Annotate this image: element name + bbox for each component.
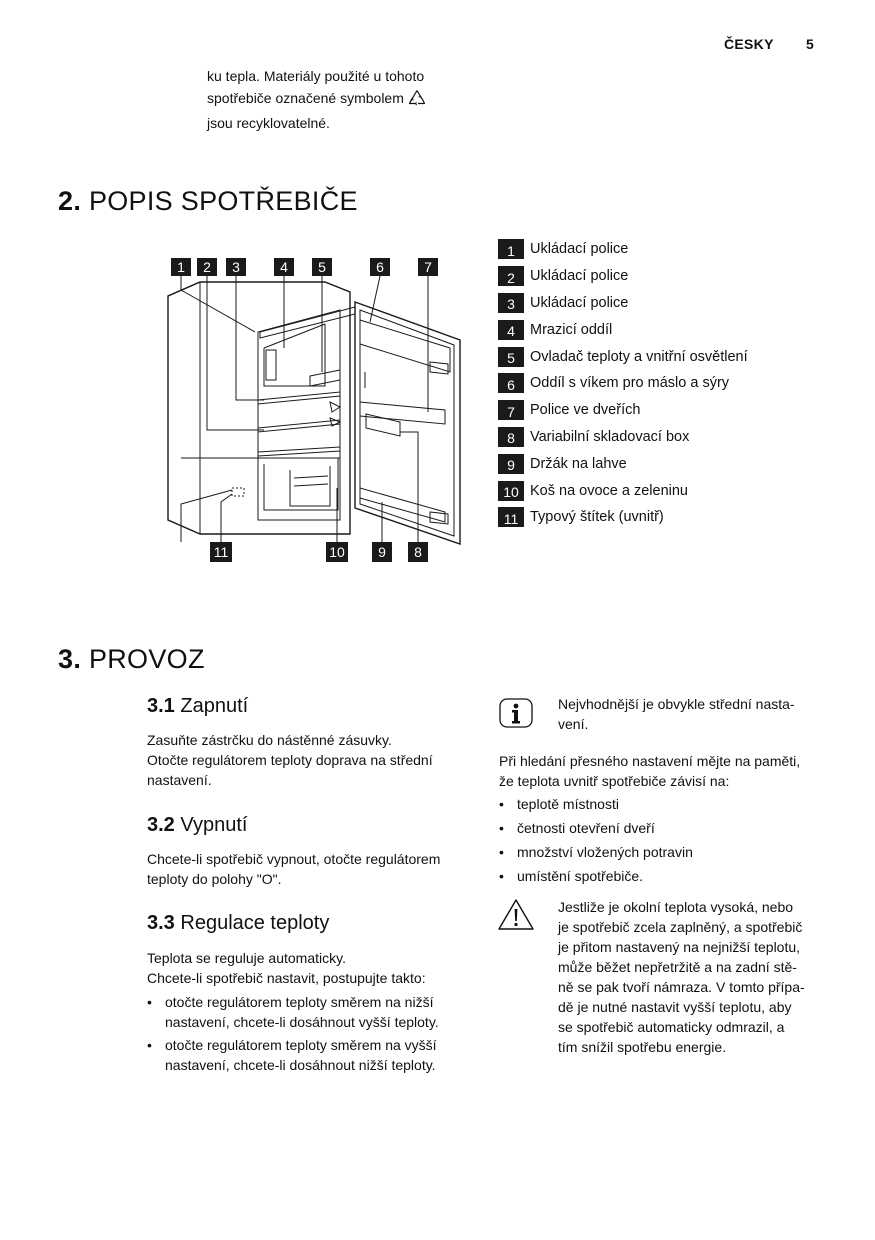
- legend-item: [498, 263, 828, 290]
- fridge-illustration: [160, 252, 470, 568]
- legend-number: 11: [498, 507, 524, 527]
- diagram-labels-bottom: [210, 542, 428, 562]
- section-title-text: POPIS SPOTŘEBIČE: [88, 186, 358, 216]
- diagram-label: 10: [329, 544, 345, 560]
- bullet-text: četnosti otevření dveří: [517, 820, 655, 836]
- bullet-dot: •: [499, 868, 504, 884]
- text-line: nastavení, chcete-li dosáhnout vyšší teploty.: [165, 1014, 439, 1030]
- warning-icon: [497, 898, 535, 937]
- diagram-label: 9: [378, 544, 386, 560]
- bullet-text: [165, 1035, 437, 1075]
- bullet-text: umístění spotřebiče.: [517, 868, 644, 884]
- section-number: 3.: [58, 644, 82, 674]
- list-item: [147, 1035, 467, 1075]
- text-line: Zasuňte zástrčku do nástěnné zásuvky.: [147, 732, 392, 748]
- legend-number: 4: [498, 320, 524, 340]
- text-line: otočte regulátorem teploty směrem na nižší: [165, 994, 434, 1010]
- bullet-dot: •: [499, 796, 504, 812]
- page-number: 5: [806, 36, 814, 52]
- text-line: je přitom nastavený na nejnižší teplotu,: [558, 939, 801, 955]
- diagram-label: 8: [414, 544, 422, 560]
- legend-number: 3: [498, 293, 524, 313]
- text-line: ně se pak tvoří námraza. V tomto přípa-: [558, 979, 805, 995]
- intro-line: ku tepla. Materiály použité u tohoto: [207, 68, 425, 84]
- right-paragraph: [499, 751, 800, 791]
- subsection-number: 3.1: [147, 695, 175, 717]
- diagram-label: 1: [177, 259, 185, 275]
- legend-label: Variabilní skladovací box: [530, 428, 690, 445]
- list-item: [499, 842, 799, 862]
- section-3-title: [58, 644, 205, 675]
- legend-item: [498, 343, 828, 370]
- subsection-3-3-text: [147, 948, 426, 988]
- text-line: je spotřebič zcela zaplněný, a spotřebič: [558, 919, 803, 935]
- section-number: 2.: [58, 186, 82, 216]
- text-line: může běžet nepřetržitě a na zadní stě-: [558, 959, 797, 975]
- text-line: Teplota se reguluje automaticky.: [147, 950, 346, 966]
- legend-item: [498, 397, 828, 424]
- diagram-label: 6: [376, 259, 384, 275]
- legend-label: Ukládací police: [530, 268, 629, 285]
- subsection-3-1-text: [147, 730, 433, 790]
- text-line: Otočte regulátorem teploty doprava na střední: [147, 752, 433, 768]
- legend-number: 8: [498, 427, 524, 447]
- subsection-3-3-title: [147, 912, 329, 935]
- bullet-text: teplotě místnosti: [517, 796, 619, 812]
- text-line: nastavení.: [147, 772, 212, 788]
- section-title-text: PROVOZ: [88, 644, 205, 674]
- legend-label: Typový štítek (uvnitř): [530, 509, 664, 526]
- legend-item: [498, 450, 828, 477]
- legend-number: 2: [498, 266, 524, 286]
- subsection-3-1-title: [147, 695, 248, 718]
- text-line: Nejvhodnější je obvykle střední nasta-: [558, 696, 795, 712]
- diagram-label: 4: [280, 259, 288, 275]
- diagram-label: 7: [424, 259, 432, 275]
- text-line: dě je nutné nastavit vyšší teplotu, aby: [558, 999, 792, 1015]
- subsection-title-text: Vypnutí: [180, 814, 248, 836]
- bullet-text: [165, 992, 439, 1032]
- intro-line: spotřebiče označené symbolem: [207, 89, 404, 106]
- legend-label: Ukládací police: [530, 241, 629, 258]
- text-line: Jestliže je okolní teplota vysoká, nebo: [558, 899, 794, 915]
- diagram-label: 2: [203, 259, 211, 275]
- intro-text: [207, 66, 467, 135]
- list-item: [499, 866, 799, 886]
- language-label: ČESKY: [724, 36, 774, 52]
- text-line: nastavení, chcete-li dosáhnout nižší teploty.: [165, 1057, 436, 1073]
- subsection-number: 3.2: [147, 814, 175, 836]
- legend-item: [498, 316, 828, 343]
- legend-item: [498, 290, 828, 317]
- bullet-dot: •: [147, 1037, 152, 1053]
- recycle-icon: [408, 89, 426, 114]
- parts-legend: [498, 236, 828, 531]
- diagram-label: 3: [232, 259, 240, 275]
- legend-item: [498, 424, 828, 451]
- page-header: [700, 36, 820, 54]
- intro-line: jsou recyklovatelné.: [207, 115, 330, 131]
- subsection-title-text: Regulace teploty: [180, 912, 330, 934]
- text-line: teploty do polohy "O".: [147, 871, 282, 887]
- text-line: vení.: [558, 716, 589, 732]
- legend-item: [498, 477, 828, 504]
- info-icon: [499, 698, 533, 733]
- subsection-3-2-text: [147, 849, 440, 889]
- bullet-dot: •: [499, 844, 504, 860]
- info-note-text: [558, 694, 795, 734]
- list-item: [499, 794, 799, 814]
- fridge-diagram: [160, 252, 470, 568]
- legend-number: 6: [498, 373, 524, 393]
- legend-item: [498, 504, 828, 531]
- warning-note-text: [558, 897, 805, 1057]
- legend-number: 9: [498, 454, 524, 474]
- text-line: Chcete-li spotřebič nastavit, postupujte takto:: [147, 970, 426, 986]
- legend-label: Koš na ovoce a zeleninu: [530, 482, 688, 499]
- legend-number: 10: [498, 481, 524, 501]
- list-item: [499, 818, 799, 838]
- text-line: Chcete-li spotřebič vypnout, otočte regulátorem: [147, 851, 441, 867]
- bullet-dot: •: [499, 820, 504, 836]
- text-line: Při hledání přesného nastavení mějte na paměti,: [499, 753, 801, 769]
- legend-item: [498, 370, 828, 397]
- section-2-title: [58, 186, 358, 217]
- subsection-title-text: Zapnutí: [180, 695, 249, 717]
- bullet-dot: •: [147, 994, 152, 1010]
- text-line: tím snížil spotřebu energie.: [558, 1039, 727, 1055]
- text-line: otočte regulátorem teploty směrem na vyšší: [165, 1037, 437, 1053]
- legend-item: [498, 236, 828, 263]
- text-line: že teplota uvnitř spotřebiče závisí na:: [499, 773, 730, 789]
- bullet-text: množství vložených potravin: [517, 844, 693, 860]
- legend-number: 1: [498, 239, 524, 259]
- text-line: se spotřebič automaticky odmrazil, a: [558, 1019, 785, 1035]
- legend-number: 7: [498, 400, 524, 420]
- legend-label: Držák na lahve: [530, 455, 627, 472]
- subsection-number: 3.3: [147, 912, 175, 934]
- subsection-3-2-title: [147, 814, 247, 837]
- legend-label: Ovladač teploty a vnitřní osvětlení: [530, 348, 748, 365]
- list-item: [147, 992, 467, 1032]
- legend-number: 5: [498, 347, 524, 367]
- diagram-label: 11: [213, 544, 229, 560]
- legend-label: Ukládací police: [530, 294, 629, 311]
- diagram-labels-top: [171, 258, 438, 276]
- legend-label: Police ve dveřích: [530, 402, 641, 419]
- diagram-label: 5: [318, 259, 326, 275]
- legend-label: Mrazicí oddíl: [530, 321, 613, 338]
- legend-label: Oddíl s víkem pro máslo a sýry: [530, 375, 730, 392]
